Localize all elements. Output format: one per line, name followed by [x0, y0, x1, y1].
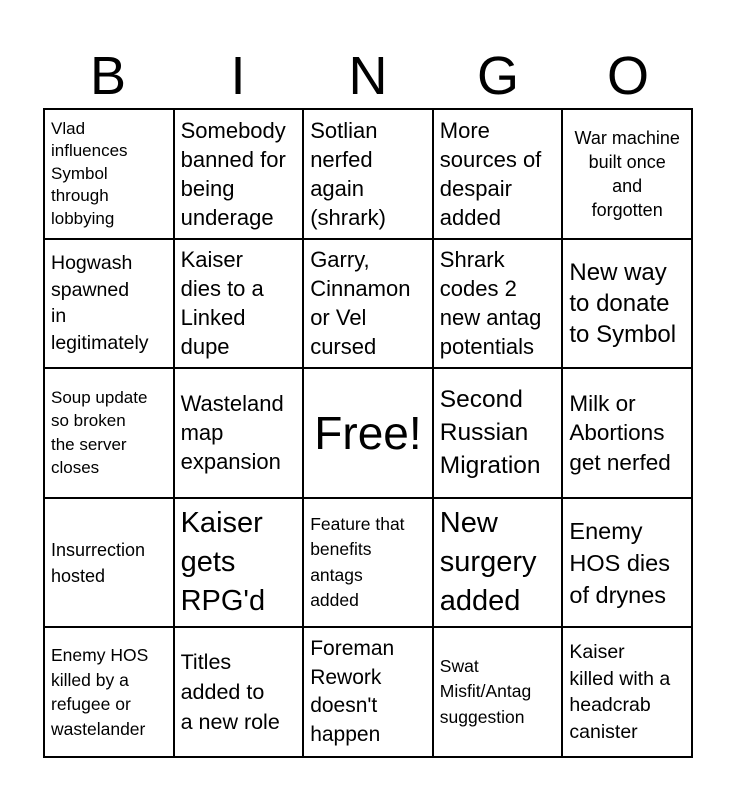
bingo-cell[interactable]	[174, 627, 304, 757]
bingo-cell[interactable]	[433, 498, 563, 628]
bingo-cell[interactable]	[562, 498, 692, 628]
bingo-grid	[43, 108, 693, 758]
bingo-cell[interactable]	[174, 368, 304, 498]
bingo-cell[interactable]	[562, 239, 692, 369]
cell-text: New surgery added	[439, 507, 537, 618]
bingo-cell[interactable]	[174, 498, 304, 628]
cell-text: Titles added to a new role	[180, 650, 280, 735]
cell-text: Foreman Rework doesn't happen	[310, 637, 395, 746]
cell-text: Enemy HOS dies of drynes	[569, 517, 670, 608]
cell-text: War machine built once and forgotten	[574, 127, 680, 220]
bingo-cell[interactable]	[303, 627, 433, 757]
cell-text: More sources of despair added	[439, 117, 542, 230]
bingo-header	[43, 44, 693, 108]
header-letter-o: O	[606, 46, 649, 106]
bingo-cell[interactable]	[433, 239, 563, 369]
cell-text: Somebody banned for being underage	[180, 117, 286, 230]
bingo-cell[interactable]	[433, 627, 563, 757]
header-letter-g: G	[476, 46, 519, 106]
cell-text: Vlad influences Symbol through lobbying	[51, 118, 128, 228]
cell-text: Soup update so broken the server closes	[51, 387, 148, 478]
bingo-cell[interactable]	[174, 239, 304, 369]
cell-text: Garry, Cinnamon or Vel cursed	[310, 247, 411, 360]
cell-text: Insurrection hosted	[51, 539, 146, 586]
bingo-cell[interactable]	[562, 109, 692, 239]
bingo-cell[interactable]	[44, 368, 174, 498]
bingo-cell[interactable]	[44, 498, 174, 628]
bingo-cell[interactable]	[562, 627, 692, 757]
bingo-cell[interactable]	[433, 109, 563, 239]
cell-text: Kaiser gets RPG'd	[180, 507, 266, 618]
bingo-cell-free[interactable]	[303, 368, 433, 498]
cell-text: Swat Misfit/Antag suggestion	[439, 655, 532, 727]
bingo-cell[interactable]	[174, 109, 304, 239]
bingo-cell[interactable]	[44, 109, 174, 239]
bingo-cell[interactable]	[44, 239, 174, 369]
cell-text: Shrark codes 2 new antag potentials	[439, 247, 542, 360]
cell-text: New way to donate to Symbol	[569, 258, 677, 348]
bingo-cell[interactable]	[303, 109, 433, 239]
header-letter-n: N	[348, 46, 388, 106]
cell-text: Enemy HOS killed by a refugee or wastelander	[51, 645, 149, 739]
cell-text: Kaiser killed with a headcrab canister	[569, 641, 671, 743]
cell-text: Milk or Abortions get nerfed	[569, 390, 671, 475]
cell-text: Hogwash spawned in legitimately	[51, 252, 149, 354]
cell-text: Kaiser dies to a Linked dupe	[180, 247, 264, 360]
free-space-text: Free!	[314, 406, 422, 459]
bingo-cell[interactable]	[303, 498, 433, 628]
bingo-cell[interactable]	[303, 239, 433, 369]
header-letter-i: I	[230, 46, 246, 106]
bingo-cell[interactable]	[433, 368, 563, 498]
cell-text: Feature that benefits antags added	[310, 513, 405, 611]
bingo-cell[interactable]	[562, 368, 692, 498]
header-letter-b: B	[89, 46, 127, 106]
cell-text: Second Russian Migration	[439, 386, 541, 480]
bingo-cell[interactable]	[44, 627, 174, 757]
cell-text: Sotlian nerfed again (shrark)	[310, 117, 386, 230]
cell-text: Wasteland map expansion	[180, 391, 284, 475]
